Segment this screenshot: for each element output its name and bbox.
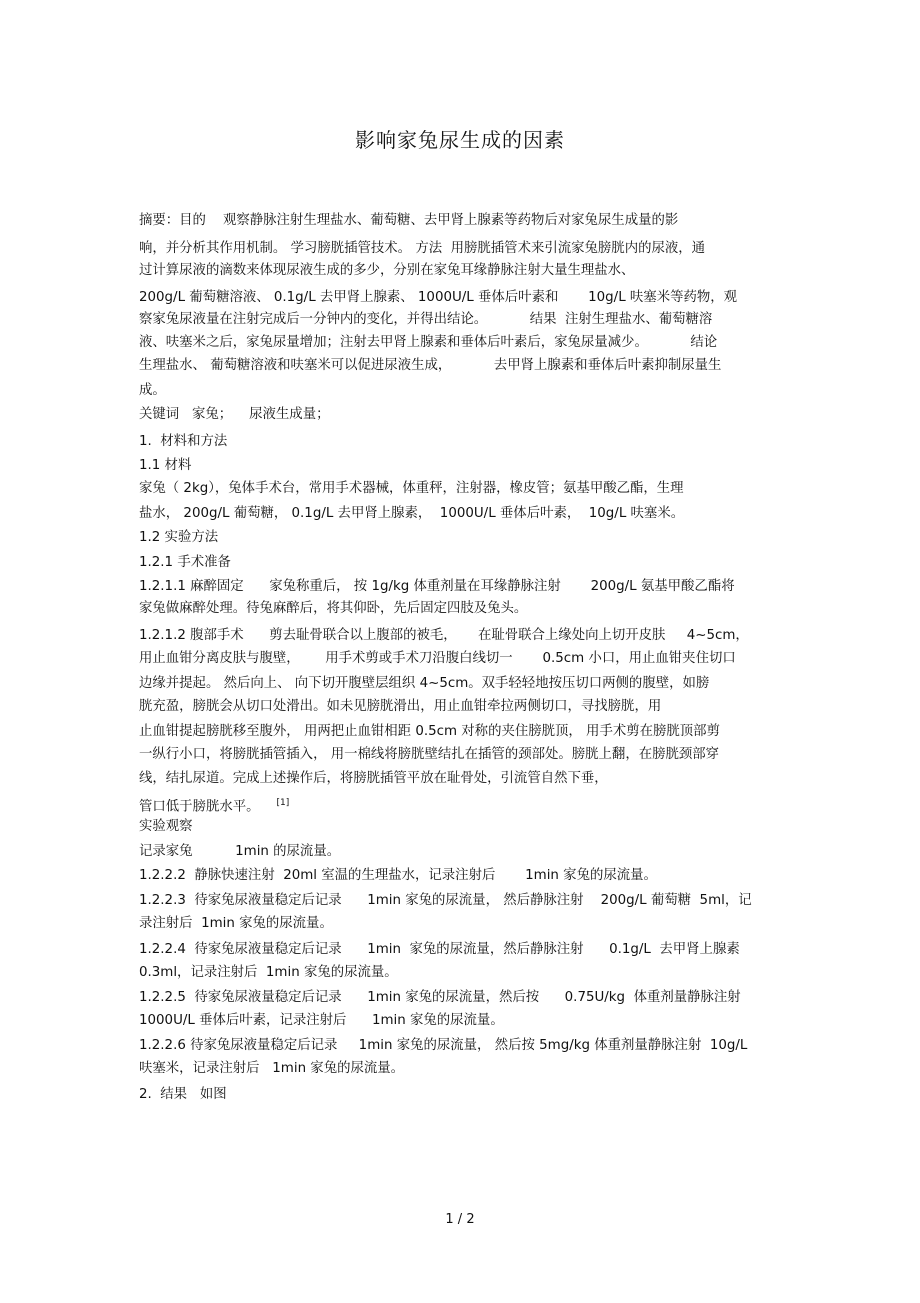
text-line: 1.2.2.5 待家兔尿液量稳定后记录 1min 家兔的尿流量，然后按 0.75U/kg 体重剂量静脉注射 xyxy=(139,990,741,1005)
text-line: 过计算尿液的滴数来体现尿液生成的多少，分别在家兔耳缘静脉注射大量生理盐水、 xyxy=(139,263,635,278)
section-heading: 1.2.1 手术准备 xyxy=(139,555,231,570)
citation-marker: [1] xyxy=(276,798,290,808)
text-line: 胱充盈，膀胱会从切口处滑出。如未见膀胱滑出，用止血钳牵拉两侧切口，寻找膀胱，用 xyxy=(139,699,662,714)
section-heading: 1.2 实验方法 xyxy=(139,530,219,545)
keywords-line: 关键词 家兔； 尿液生成量； xyxy=(139,407,330,422)
text-line: 0.3ml，记录注射后 1min 家兔的尿流量。 xyxy=(139,965,398,980)
text-line: 1.2.1.2 腹部手术 剪去耻骨联合以上腹部的被毛， 在耻骨联合上缘处向上切开皮肤 4~5cm， xyxy=(139,628,749,643)
text-line: 录注射后 1min 家兔的尿流量。 xyxy=(139,916,333,931)
text-line: 止血钳提起膀胱移至腹外， 用两把止血钳相距 0.5cm 对称的夹住膀胱顶， 用手术剪在膀胱顶部剪 xyxy=(139,724,720,739)
text-line: 线，结扎尿道。完成上述操作后，将膀胱插管平放在耻骨处，引流管自然下垂， xyxy=(139,771,608,786)
text-line: 用止血钳分离皮肤与腹壁， 用手术剪或手术刀沿腹白线切一 0.5cm 小口，用止血钳夹住切口 xyxy=(139,651,736,666)
text-line: 呋塞米，记录注射后 1min 家兔的尿流量。 xyxy=(139,1061,405,1076)
text-line: 一纵行小口，将膀胱插管插入， 用一棉线将膀胱壁结扎在插管的颈部处。膀胱上翻，在膀胱颈部穿 xyxy=(139,747,720,762)
text-line: 1.2.2.3 待家兔尿液量稳定后记录 1min 家兔的尿流量， 然后静脉注射 200g/L 葡萄糖 5ml，记 xyxy=(139,893,752,908)
page-title: 影响家兔尿生成的因素 xyxy=(355,128,565,152)
text-line: 记录家兔 1min 的尿流量。 xyxy=(139,844,341,859)
text-line: 1.2.1.1 麻醉固定 家兔称重后， 按 1g/kg 体重剂量在耳缘静脉注射 200g/L 氨基甲酸乙酯将 xyxy=(139,579,735,594)
section-heading: 1. 材料和方法 xyxy=(139,434,228,449)
section-heading: 实验观察 xyxy=(139,819,193,834)
text-line: 200g/L 葡萄糖溶液、 0.1g/L 去甲肾上腺素、 1000U/L 垂体后叶素和 10g/L 呋塞米等药物，观 xyxy=(139,290,738,305)
text-line: 盐水， 200g/L 葡萄糖， 0.1g/L 去甲肾上腺素， 1000U/L 垂体后叶素， 10g/L 呋塞米。 xyxy=(139,506,685,521)
text-line: 响，并分析其作用机制。 学习膀胱插管技术。 方法 用膀胱插管术来引流家兔膀胱内的尿液，通 xyxy=(139,241,706,256)
text-line: 家兔做麻醉处理。待兔麻醉后，将其仰卧，先后固定四肢及兔头。 xyxy=(139,601,528,616)
section-heading: 1.1 材料 xyxy=(139,458,192,473)
text-line: 1.2.2.4 待家兔尿液量稳定后记录 1min 家兔的尿流量，然后静脉注射 0.1g/L 去甲肾上腺素 xyxy=(139,942,740,957)
section-heading: 2. 结果 如图 xyxy=(139,1087,227,1102)
text-line: 1.2.2.6 待家兔尿液量稳定后记录 1min 家兔的尿流量， 然后按 5mg/kg 体重剂量静脉注射 10g/L xyxy=(139,1038,748,1053)
text-line: 摘要：目的 观察静脉注射生理盐水、葡萄糖、去甲肾上腺素等药物后对家兔尿生成量的影 xyxy=(139,213,679,228)
text-line: 边缘并提起。 然后向上、 向下切开腹壁层组织 4~5cm。双手轻轻地按压切口两侧的腹壁，如膀 xyxy=(139,676,710,691)
text-line: 液、呋塞米之后，家兔尿量增加；注射去甲肾上腺素和垂体后叶素后，家兔尿量减少。 结论 xyxy=(139,335,718,350)
text-line: 察家兔尿液量在注射完成后一分钟内的变化，并得出结论。 结果 注射生理盐水、葡萄糖溶 xyxy=(139,312,713,327)
page-number: 1 / 2 xyxy=(445,1212,475,1227)
text-line: 生理盐水、 葡萄糖溶液和呋塞米可以促进尿液生成， 去甲肾上腺素和垂体后叶素抑制尿量生 xyxy=(139,358,722,373)
text-line: 1.2.2.2 静脉快速注射 20ml 室温的生理盐水，记录注射后 1min 家兔的尿流量。 xyxy=(139,868,657,883)
text-line: 1000U/L 垂体后叶素，记录注射后 1min 家兔的尿流量。 xyxy=(139,1013,504,1028)
text-line xyxy=(139,795,289,815)
text-content: 管口低于膀胱水平。 xyxy=(139,799,260,815)
text-line: 家兔（ 2kg），兔体手术台，常用手术器械，体重秤，注射器，橡皮管；氨基甲酸乙酯，生理 xyxy=(139,481,684,496)
text-line: 成。 xyxy=(139,383,166,398)
